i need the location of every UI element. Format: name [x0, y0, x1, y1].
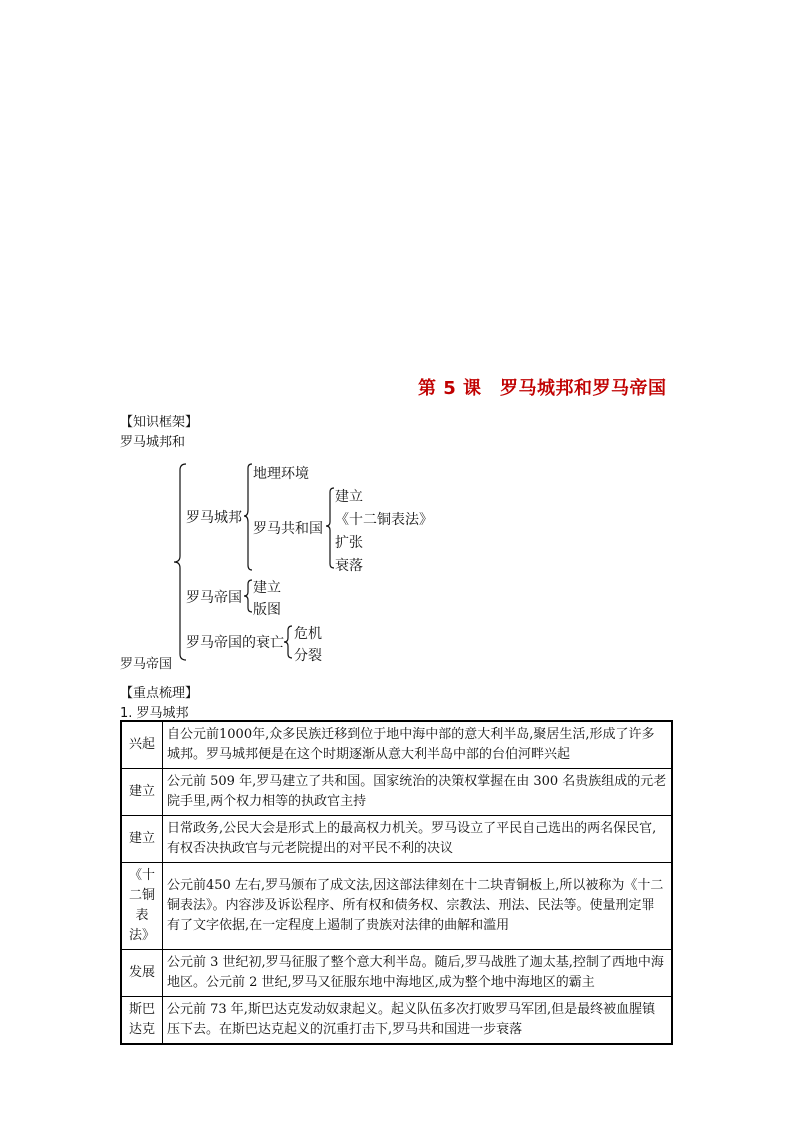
row-header: 兴起	[121, 721, 163, 769]
node-empire-decline: 罗马帝国的衰亡	[186, 635, 284, 651]
row-header: 建立	[121, 769, 163, 816]
row-text: 自公元前1000年,众多民族迁移到位于地中海中部的意大利半岛,聚居生活,形成了许多城邦。罗马城邦便是在这个时期逐渐从意大利半岛中部的台伯河畔兴起	[163, 721, 673, 769]
node-roman-republic: 罗马共和国	[253, 521, 323, 537]
node-split: 分裂	[294, 648, 322, 664]
review-subheading: 1. 罗马城邦	[120, 706, 189, 721]
node-territory: 版图	[253, 602, 281, 618]
outer-brace	[174, 464, 186, 660]
node-republic-founding: 建立	[335, 489, 363, 505]
roman-city-state-table	[120, 720, 673, 1045]
review-heading: 【重点梳理】	[120, 686, 199, 701]
row-text: 公元前 509 年,罗马建立了共和国。国家统治的决策权掌握在由 300 名贵族组成的元老院手里,两个权力相等的执政官主持	[163, 769, 673, 816]
decline-brace	[284, 626, 292, 658]
node-expansion: 扩张	[335, 535, 363, 551]
table-row	[121, 997, 672, 1045]
node-geography: 地理环境	[253, 466, 309, 482]
framework-root-bottom: 罗马帝国	[120, 657, 173, 672]
node-republic-decline: 衰落	[335, 558, 363, 574]
city-state-brace	[244, 464, 252, 570]
framework-heading: 【知识框架】	[120, 415, 199, 430]
row-header: 斯巴达克	[121, 997, 163, 1045]
node-roman-city-state: 罗马城邦	[186, 510, 242, 526]
node-crisis: 危机	[294, 626, 322, 642]
row-text: 公元前450 左右,罗马颁布了成文法,因这部法律刻在十二块青铜板上,所以被称为《十二铜表法》。内容涉及诉讼程序、所有权和债务权、宗教法、刑法、民法等。使量刑定罪有了文字依据,在一定程度上遏制了贵族对法律的曲解和滥用	[163, 863, 673, 950]
row-header: 《十二铜表法》	[121, 863, 163, 950]
page-title: 第 5 课 罗马城邦和罗马帝国	[418, 378, 667, 399]
table-row	[121, 769, 672, 816]
row-text: 日常政务,公民大会是形式上的最高权力机关。罗马设立了平民自己选出的两名保民官,有权否决执政官与元老院提出的对平民不利的决议	[163, 816, 673, 863]
node-twelve-tables: 《十二铜表法》	[335, 512, 433, 528]
table-row	[121, 816, 672, 863]
table-row	[121, 863, 672, 950]
republic-brace	[326, 488, 334, 568]
row-text: 公元前 3 世纪初,罗马征服了整个意大利半岛。随后,罗马战胜了迦太基,控制了西地中海地区。公元前 2 世纪,罗马又征服东地中海地区,成为整个地中海地区的霸主	[163, 950, 673, 997]
table-row	[121, 721, 672, 769]
row-text: 公元前 73 年,斯巴达克发动奴隶起义。起义队伍多次打败罗马军团,但是最终被血腥镇压下去。在斯巴达克起义的沉重打击下,罗马共和国进一步衰落	[163, 997, 673, 1045]
node-roman-empire: 罗马帝国	[186, 590, 242, 606]
row-header: 发展	[121, 950, 163, 997]
framework-root-top: 罗马城邦和	[120, 435, 186, 450]
node-empire-founding: 建立	[253, 580, 281, 596]
empire-brace	[244, 580, 252, 612]
row-header: 建立	[121, 816, 163, 863]
table-row	[121, 950, 672, 997]
